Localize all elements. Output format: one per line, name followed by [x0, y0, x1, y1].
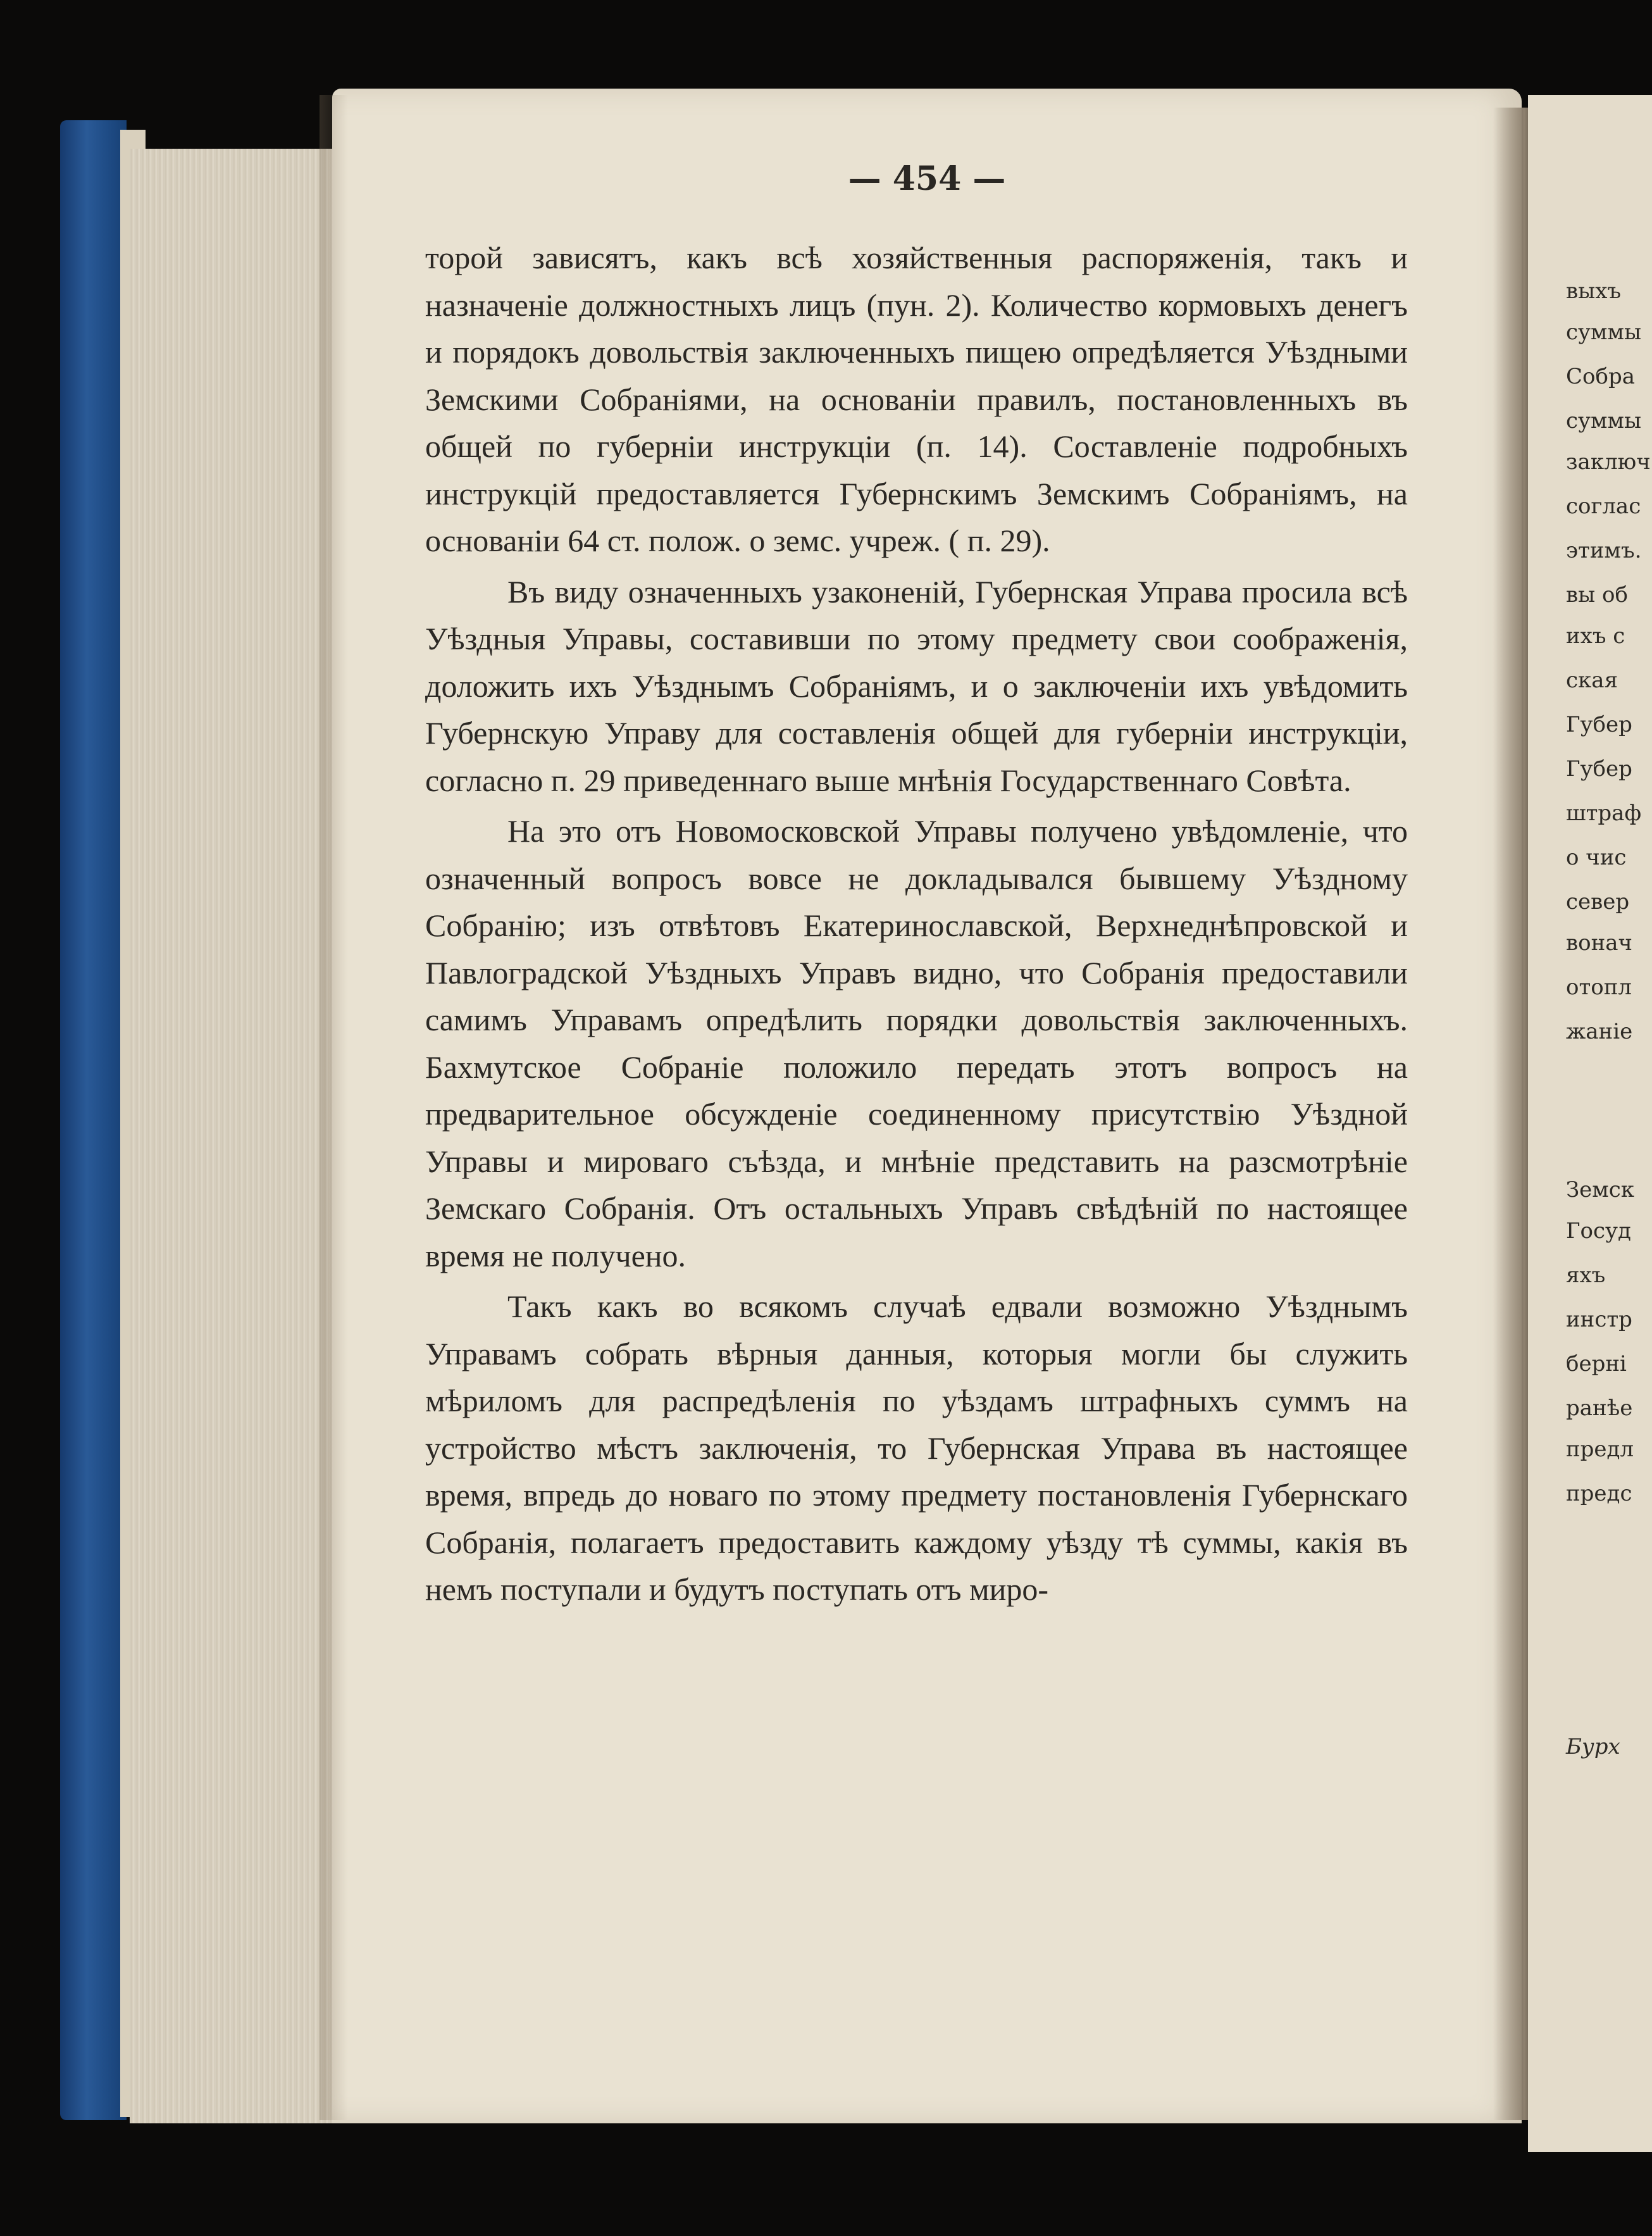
facing-page-line: соглас	[1566, 494, 1641, 519]
facing-page-line: Земск	[1566, 1177, 1635, 1202]
paragraph-4: Такъ какъ во всякомъ случаѣ едвали возможно Уѣзднымъ Управамъ собрать вѣрныя данныя, которыя могли бы служить мѣриломъ для распредѣленія по уѣздамъ штрафныхъ суммъ на устройство мѣстъ заключенія, то Губернская Управа въ настоящее время, впредь до новаго по этому предмету постановленія Губернскаго Собранія, полагаетъ предоставить каждому уѣзду тѣ суммы, какія въ немъ поступали и будутъ поступать отъ миро-	[425, 1289, 1408, 1607]
facing-page-fragment	[1528, 95, 1652, 2152]
facing-page-line: вы об	[1566, 582, 1628, 608]
facing-page-line: жаніе	[1566, 1019, 1633, 1044]
facing-page-line: яхъ	[1566, 1263, 1606, 1288]
facing-page-line: отопл	[1566, 975, 1632, 1000]
facing-page-line: Губер	[1566, 756, 1632, 782]
facing-page-line: Собра	[1566, 364, 1635, 389]
page-number: — 454 —	[848, 159, 1006, 198]
book-binding	[60, 120, 127, 2120]
facing-page-line: этимъ.	[1566, 538, 1642, 563]
facing-page-line: берні	[1566, 1351, 1627, 1377]
facing-page-line: вонач	[1566, 930, 1633, 956]
facing-page-line: суммы	[1566, 408, 1641, 434]
facing-page-line: Губер	[1566, 712, 1632, 737]
facing-page-line: суммы	[1566, 320, 1641, 345]
page-body-text	[425, 234, 1408, 1613]
facing-page-line: предс	[1566, 1481, 1632, 1506]
facing-page-line: выхъ	[1566, 278, 1622, 304]
paragraph-1: торой зависятъ, какъ всѣ хозяйственныя распоряженія, такъ и назначеніе должностныхъ лицъ (пун. 2). Количество кормовыхъ денегъ и порядокъ довольствія заключенныхъ пищею опредѣляется Уѣздными Земскими Собраніями, на основаніи правилъ, постановленныхъ въ общей по губерніи инструкціи (п. 14). Составленіе подробныхъ инструкцій предоставляется Губернскимъ Земскимъ Собраніямъ, на основаніи 64 ст. полож. о земс. учреж. ( п. 29).	[425, 240, 1408, 558]
book-page	[332, 89, 1522, 2123]
facing-page-line: штраф	[1566, 801, 1642, 826]
facing-page-line: заключ	[1566, 449, 1651, 475]
facing-page-line: ихъ с	[1566, 623, 1625, 649]
facing-page-line: Госуд	[1566, 1218, 1631, 1244]
facing-page-line: Бурх	[1566, 1734, 1620, 1759]
facing-page-line: о чис	[1566, 845, 1627, 870]
facing-page-line: ская	[1566, 668, 1618, 693]
facing-page-line: ранѣе	[1566, 1396, 1633, 1421]
paragraph-3: На это отъ Новомосковской Управы получено увѣдомленіе, что означенный вопросъ вовсе не докладывался бывшему Уѣздному Собранію; изъ отвѣтовъ Екатеринославской, Верхнеднѣпровской и Павлоградской Уѣздныхъ Управъ видно, что Собранія предоставили самимъ Управамъ опредѣлить порядки довольствія заключенныхъ. Бахмутское Собраніе положило передать этотъ вопросъ на предварительное обсужденіе соединенному присутствію Уѣздной Управы и мироваго съѣзда, и мнѣніе представить на разсмотрѣніе Земскаго Собранія. Отъ остальныхъ Управъ свѣдѣній по настоящее время не получено.	[425, 813, 1408, 1273]
paragraph-2: Въ виду означенныхъ узаконеній, Губернская Управа просила всѣ Уѣздныя Управы, составивши по этому предмету свои соображенія, доложить ихъ Уѣзднымъ Собраніямъ, и о заключеніи ихъ увѣдомить Губернскую Управу для составленія общей для губерніи инструкціи, согласно п. 29 приведеннаго выше мнѣнія Государственнаго Совѣта.	[425, 573, 1408, 798]
page-stack-edges	[130, 149, 332, 2123]
facing-page-line: инстр	[1566, 1307, 1632, 1332]
facing-page-line: север	[1566, 889, 1630, 915]
gutter-shadow	[320, 95, 348, 2120]
facing-page-line: предл	[1566, 1437, 1634, 1462]
